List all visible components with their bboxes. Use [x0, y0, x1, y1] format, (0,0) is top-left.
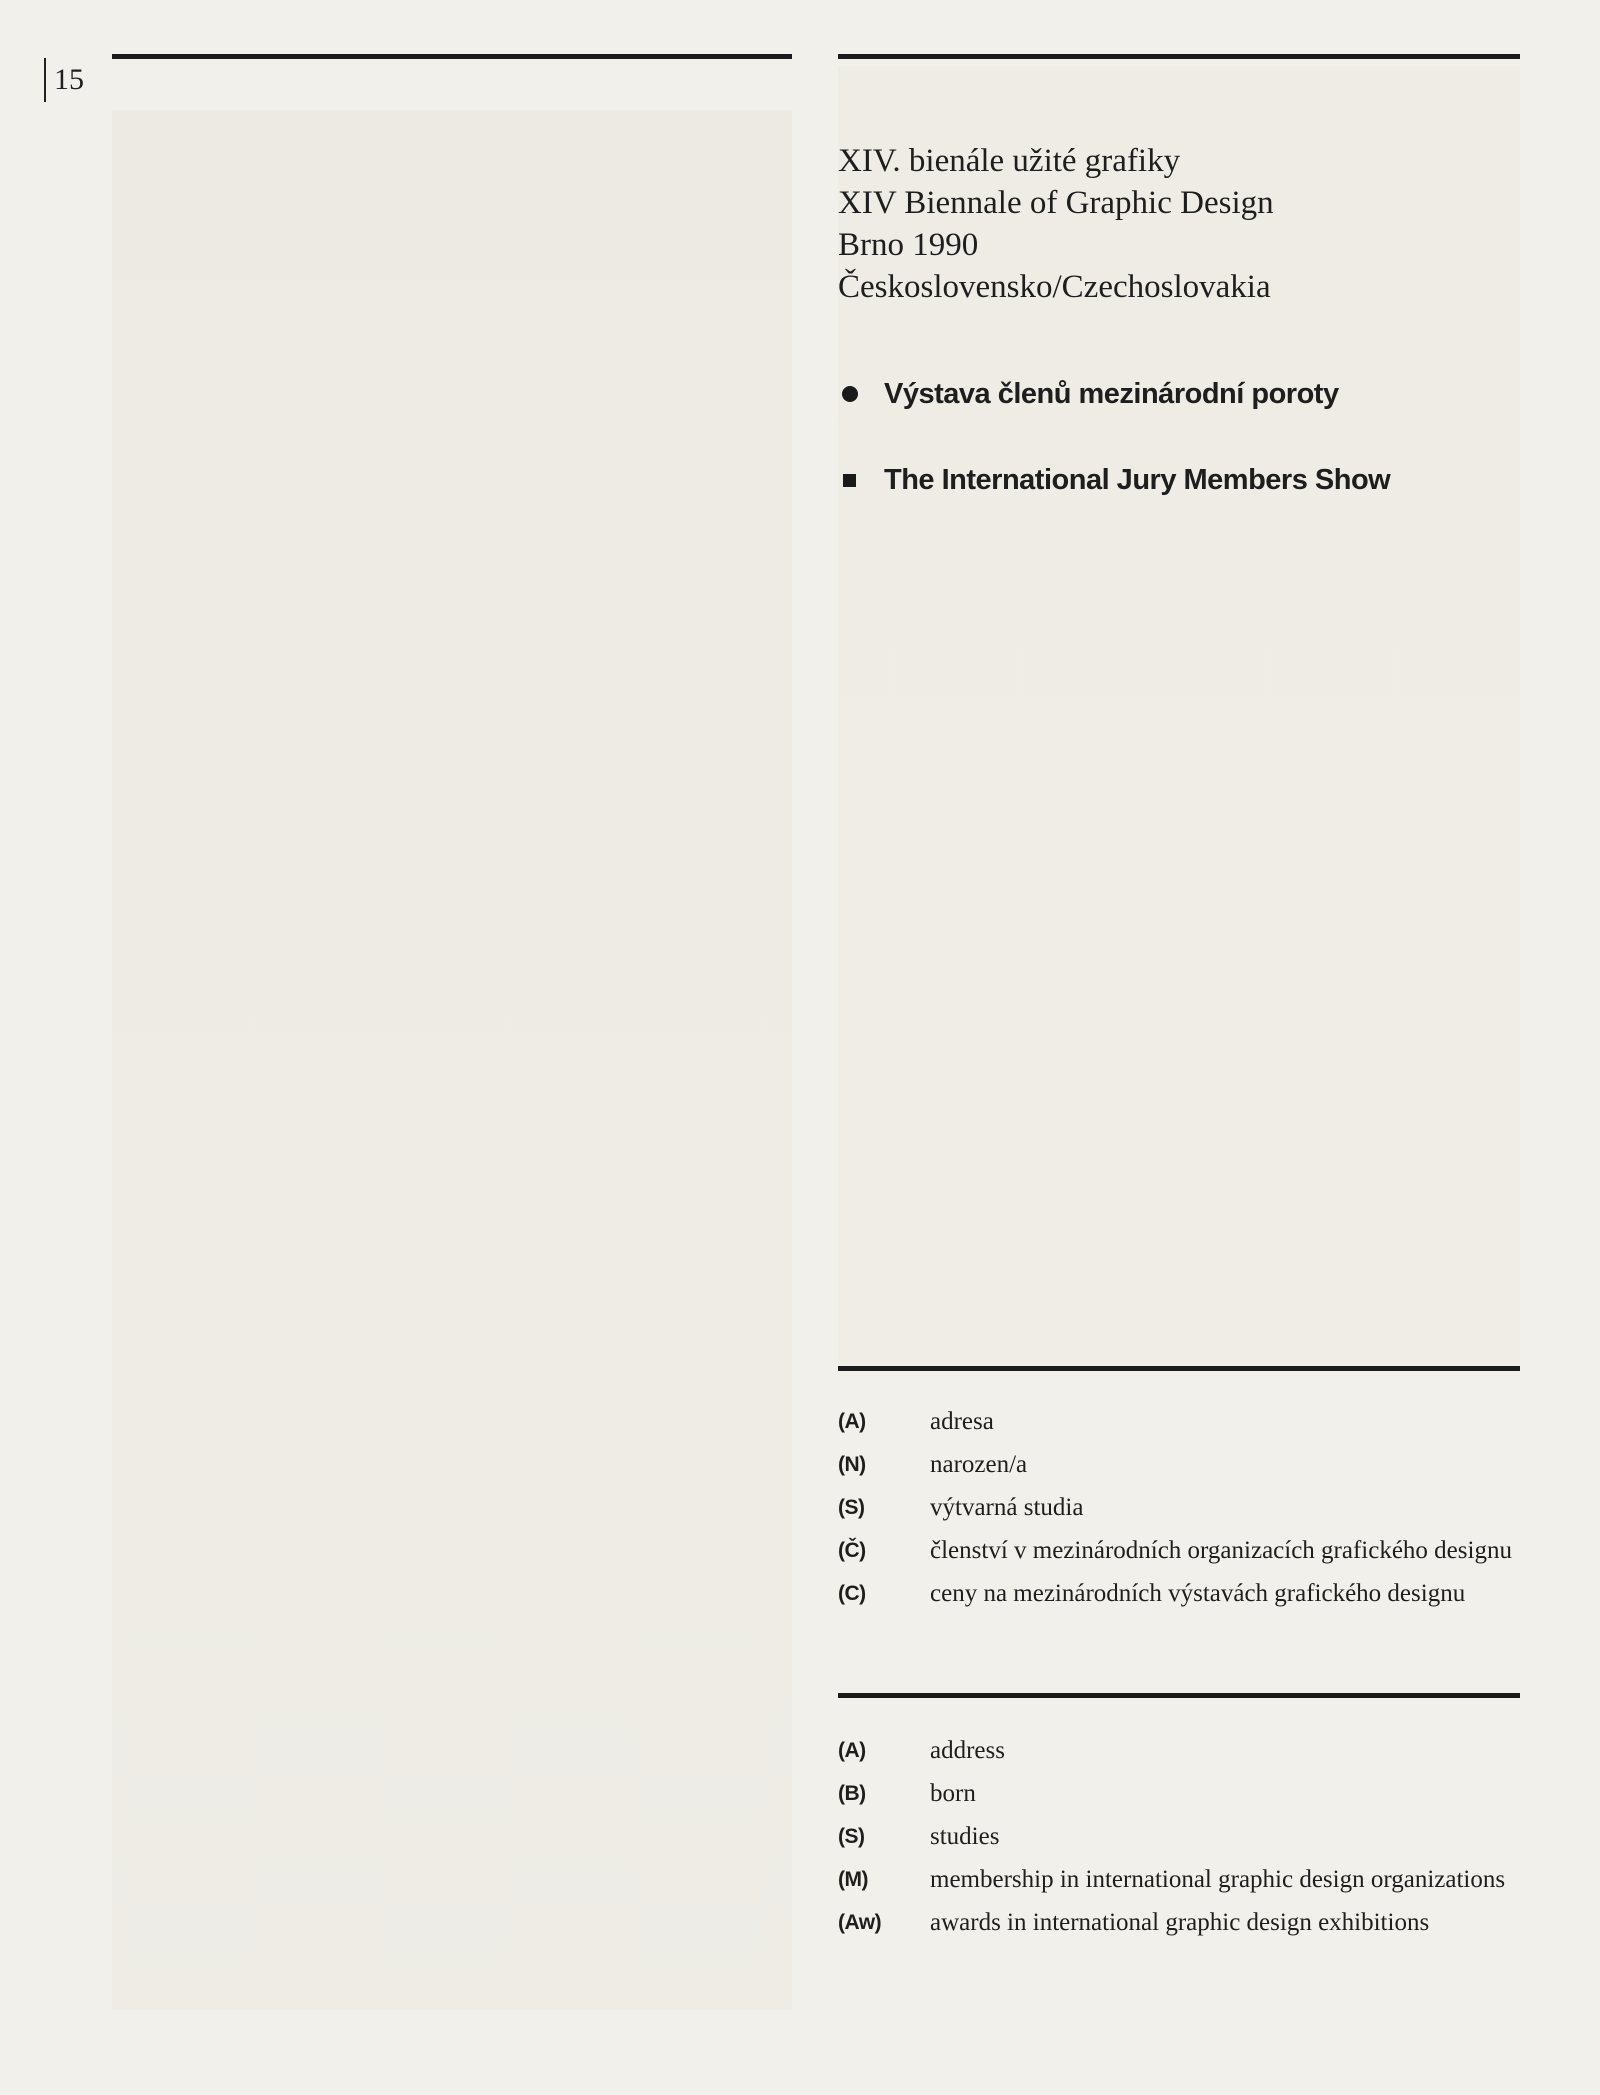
show-title-english — [838, 458, 1498, 502]
legend-item — [838, 1572, 1518, 1615]
legend-item — [838, 1815, 1518, 1858]
top-rule-right — [838, 54, 1520, 59]
legend-key: (N) — [838, 1453, 866, 1476]
title-place-year: Brno 1990 — [838, 227, 979, 263]
show-title-czech — [838, 372, 1498, 416]
legend-key: (S) — [838, 1825, 865, 1848]
title-block — [838, 140, 1498, 308]
legend-text: address — [930, 1737, 1005, 1764]
legend-text: adresa — [930, 1408, 994, 1435]
legend-key: (A) — [838, 1739, 866, 1762]
legend-item — [838, 1901, 1518, 1944]
top-rule-left — [112, 54, 792, 59]
legend-item — [838, 1443, 1518, 1486]
bullet-dot-icon — [842, 386, 858, 402]
legend-item — [838, 1729, 1518, 1772]
legend-item — [838, 1400, 1518, 1443]
legend-text: narozen/a — [930, 1451, 1028, 1478]
legend-item — [838, 1486, 1518, 1529]
legend-text: membership in international graphic design organizations — [930, 1866, 1506, 1893]
legend-key: (C) — [838, 1582, 866, 1605]
title-czech: XIV. bienále užité grafiky — [838, 143, 1181, 179]
legend-key: (A) — [838, 1410, 866, 1433]
show-through-left-column — [112, 110, 792, 2010]
legend-rule-czech — [838, 1366, 1520, 1371]
legend-item — [838, 1529, 1518, 1572]
legend-key: (B) — [838, 1782, 866, 1805]
legend-key: (Aw) — [838, 1911, 882, 1934]
legend-english — [838, 1729, 1518, 1944]
legend-text: born — [930, 1780, 976, 1807]
legend-text: výtvarná studia — [930, 1494, 1084, 1521]
legend-text: awards in international graphic design exhibitions — [930, 1909, 1430, 1936]
legend-item — [838, 1858, 1518, 1901]
title-country: Československo/Czechoslovakia — [838, 269, 1271, 305]
legend-item — [838, 1772, 1518, 1815]
page-number: 15 — [44, 58, 84, 102]
legend-text: studies — [930, 1823, 1000, 1850]
bullet-square-icon — [843, 474, 856, 487]
legend-key: (M) — [838, 1868, 868, 1891]
legend-text: členství v mezinárodních organizacích grafického designu — [930, 1537, 1512, 1564]
legend-text: ceny na mezinárodních výstavách grafického designu — [930, 1580, 1466, 1607]
title-english: XIV Biennale of Graphic Design — [838, 185, 1274, 221]
legend-key: (S) — [838, 1496, 865, 1519]
show-title-czech-text: Výstava členů mezinárodní poroty — [884, 377, 1339, 410]
show-title-english-text: The International Jury Members Show — [884, 463, 1391, 496]
legend-czech — [838, 1400, 1518, 1615]
legend-key: (Č) — [838, 1539, 866, 1562]
legend-rule-english — [838, 1693, 1520, 1698]
